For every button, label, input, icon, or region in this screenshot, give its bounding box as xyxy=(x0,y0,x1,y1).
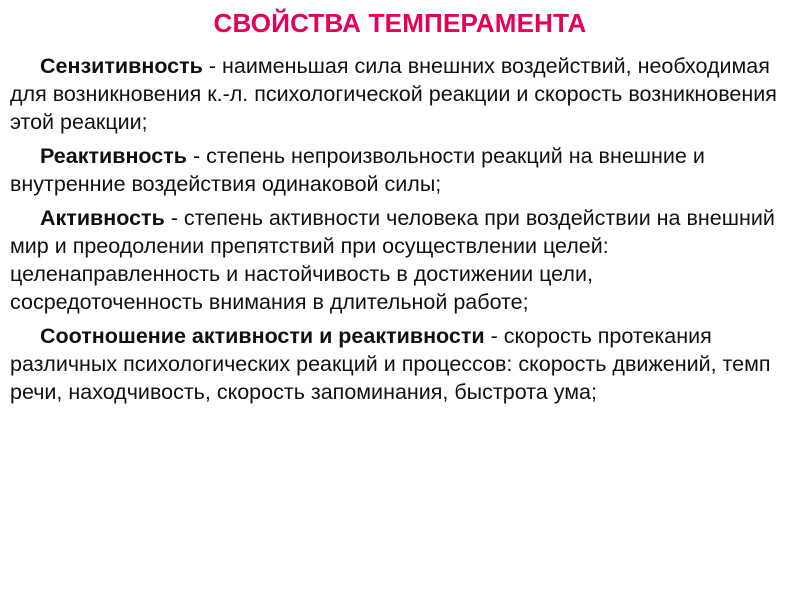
definition-activity: - степень активности человека при воздействии на внешний мир и преодолении препятствий при осуществлении целей: целенаправленность и настойчивость в достижении цели, сосредоточенность внимания в длительной работе; xyxy=(10,206,775,314)
definition-activity-reactivity-ratio: - скорость протекания различных психологических реакций и процессов: скорость движений, темп речи, находчивость, скорость запоминания, быстрота ума; xyxy=(10,324,771,404)
definition-reactivity: - степень непроизвольности реакций на внешние и внутренние воздействия одинаковой силы; xyxy=(10,144,705,196)
paragraph-reactivity xyxy=(10,142,780,198)
slide-content xyxy=(10,52,780,412)
paragraph-activity xyxy=(10,204,780,316)
slide-title: СВОЙСТВА ТЕМПЕРАМЕНТА xyxy=(213,8,587,38)
paragraph-sensitivity xyxy=(10,52,780,136)
term-reactivity: Реактивность xyxy=(40,144,187,168)
term-sensitivity: Сензитивность xyxy=(40,54,203,78)
paragraph-activity-reactivity-ratio xyxy=(10,322,780,406)
term-activity-reactivity-ratio: Соотношение активности и реактивности xyxy=(40,324,485,348)
term-activity: Активность xyxy=(40,206,165,230)
definition-sensitivity: - наименьшая сила внешних воздействий, необходимая для возникновения к.-л. психологической реакции и скорость возникновения этой реакции; xyxy=(10,54,777,134)
